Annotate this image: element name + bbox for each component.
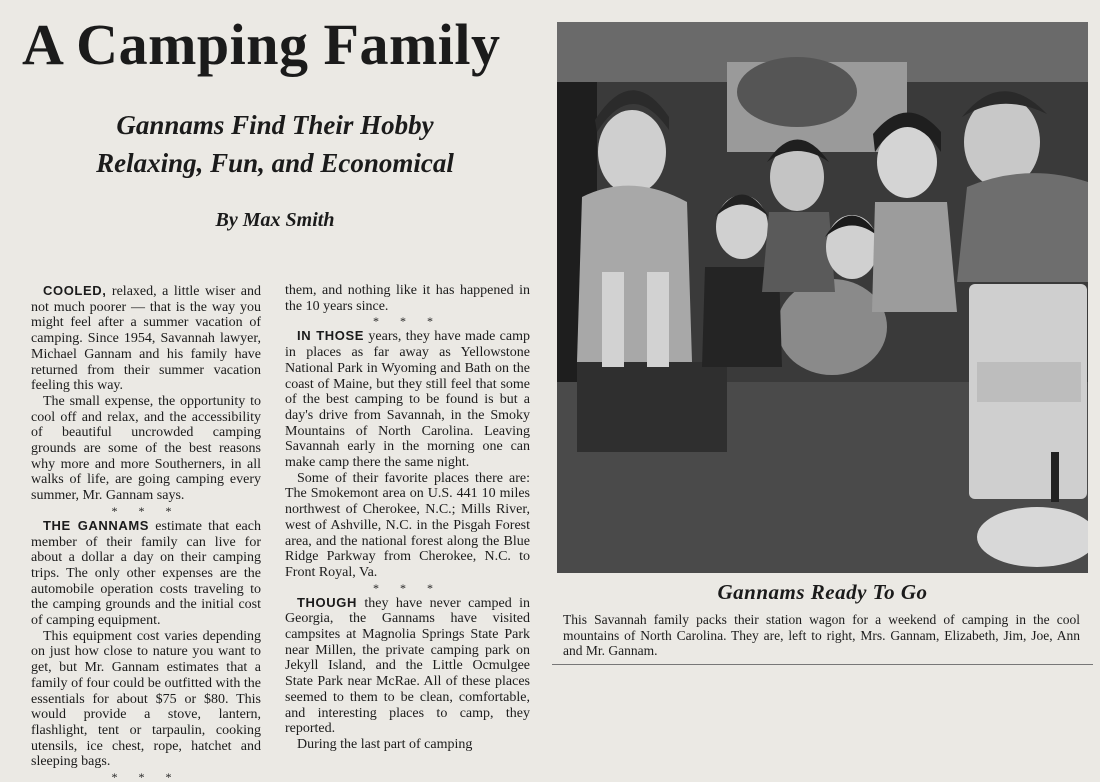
paragraph-text: they have never camped in Georgia, the Gannams have visited campsites at Magnolia Springs State Park near Millen, the private camping park on Jekyll Island, and the Little Ocmulgee State Park near McRae. All of these places seemed to them to be clean, comfortable, and interesting places to camp, they reported. [285, 595, 530, 737]
family-photo [557, 22, 1088, 573]
photo-title: Gannams Ready To Go [717, 580, 928, 604]
paragraph-text: estimate that each member of their family can live for about a dollar a day on their camping trips. The only other expenses are the automobile operation costs traveling to the camping grounds and the initial cost of camping equipment. [31, 518, 261, 629]
paragraph [285, 595, 530, 737]
section-divider-stars: * * * [373, 580, 442, 595]
subheadline [30, 106, 520, 182]
photo-caption: This Savannah family packs their station wagon for a weekend of camping in the cool mountains of North Carolina. They are, left to right, Mrs. Gannam, Elizabeth, Jim, Joe, Ann and Mr. Gannam. [563, 612, 1080, 659]
family-photo-illustration [557, 22, 1088, 573]
paragraph: This equipment cost varies depending on just how close to nature you want to get, but Mr. Gannam estimates that a family of four could be outfitted with the essentials for about $75 or $80. This would provide a stove, lantern, flashlight, tent or tarpaulin, cooking utensils, ice chest, rope, hatchet and sleeping bags. [31, 628, 261, 770]
paragraph: them, and nothing like it has happened in the 10 years since. [285, 283, 530, 314]
section-divider-stars: * * * [111, 770, 181, 782]
paragraph-lead: THOUGH [297, 594, 357, 610]
paragraph-lead: THE GANNAMS [43, 517, 150, 533]
section-divider-stars: * * * [373, 314, 442, 329]
paragraph-lead: IN THOSE [297, 328, 365, 344]
section-divider-stars: * * * [111, 503, 181, 518]
subheadline-line-2: Relaxing, Fun, and Economical [96, 148, 454, 178]
paragraph [31, 518, 261, 629]
caption-divider [552, 664, 1093, 665]
subheadline-line-1: Gannams Find Their Hobby [116, 110, 434, 140]
paragraph: During the last part of camping [297, 736, 473, 752]
paragraph [31, 283, 261, 394]
paragraph [285, 328, 530, 470]
byline: By Max Smith [215, 209, 335, 231]
article-column-1 [31, 283, 261, 782]
paragraph-text: relaxed, a little wiser and not much poorer — that is the way you might feel after a summer vacation of camping. Since 1954, Savannah lawyer, Michael Gannam and his family have returned from their summer vacation feeling this way. [31, 284, 261, 394]
paragraph-text: years, they have made camp in places as far away as Yellowstone National Park in Wyoming and Bath on the coast of Maine, but they still feel that some of the best camping to be found is but a day's drive from Savannah, in the Smoky Mountains of North Carolina. Leaving Savannah early in the morning one can make camp there the same night. [285, 329, 530, 471]
paragraph: The small expense, the opportunity to cool off and relax, and the accessibility of beautiful uncrowded camping grounds are some of the best reasons why more and more Southerners, in all walks of life, are going camping every summer, Mr. Gannam says. [31, 393, 261, 504]
paragraph: Some of their favorite places there are: The Smokemont area on U.S. 441 10 miles northwest of Cherokee, N.C.; Mills River, west of Ashville, N.C. in the Pisgah Forest area, and the national forest along the Blue Ridge Parkway from Cherokee, N.C. to Front Royal, Va. [285, 470, 530, 580]
paragraph-lead: COOLED, [43, 283, 107, 298]
article-column-2 [285, 283, 530, 782]
headline: A Camping Family [22, 12, 501, 77]
